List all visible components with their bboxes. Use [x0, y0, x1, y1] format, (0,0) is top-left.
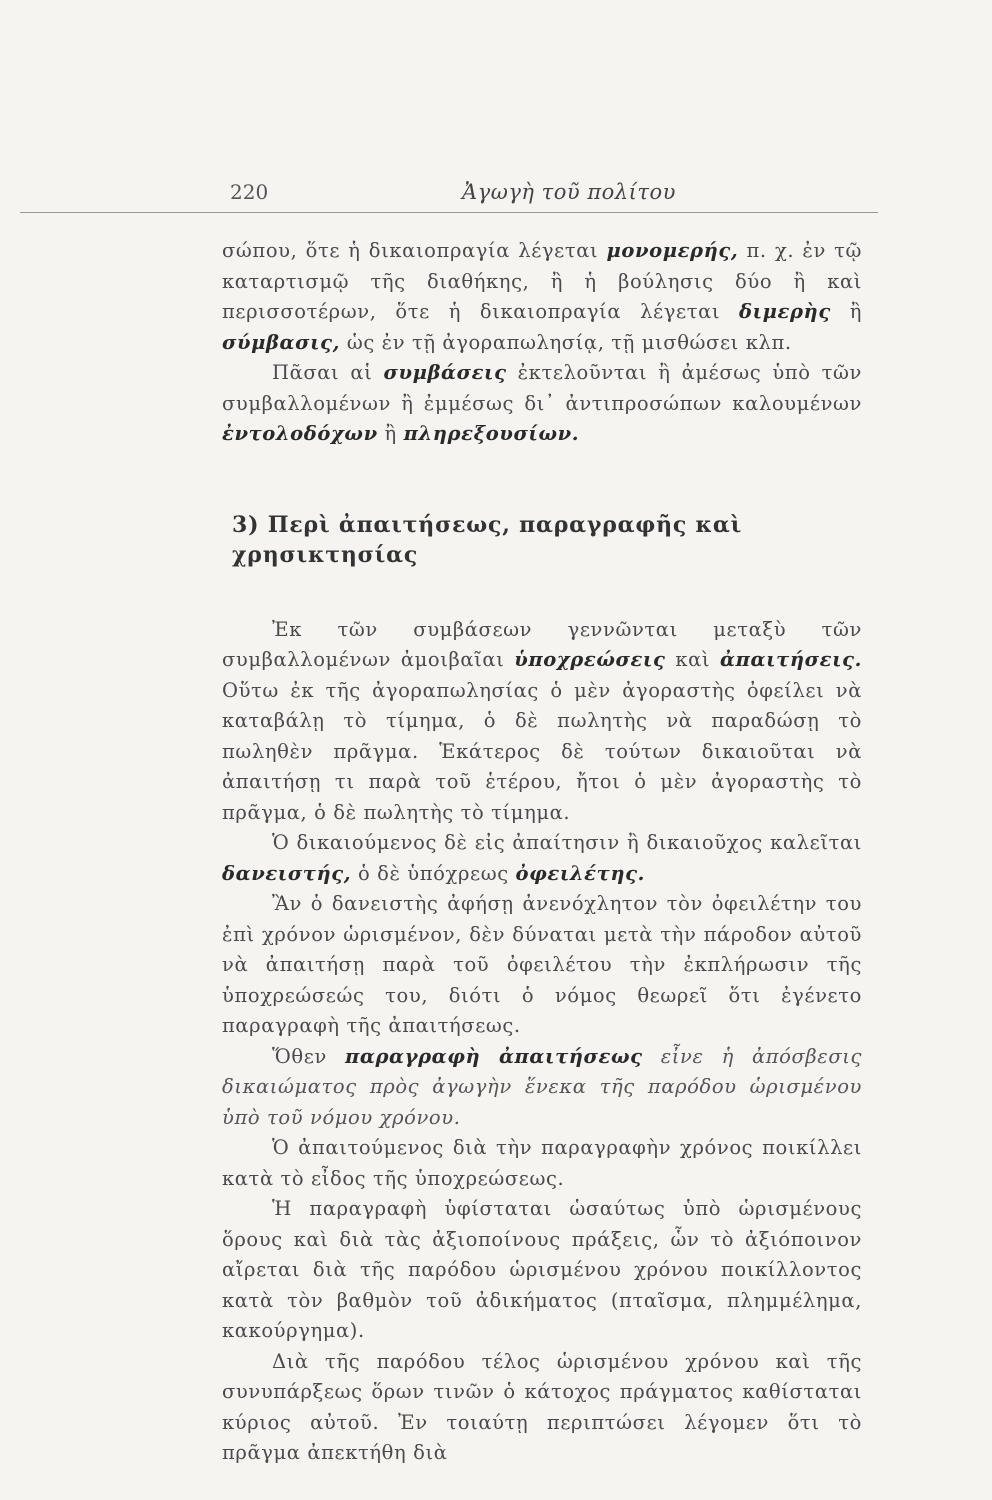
header-rule [20, 212, 878, 213]
paragraph-7: Ὁ ἀπαιτούμενος διὰ τὴν παραγραφὴν χρόνος ποικίλλει κατὰ τὸ εἶδος τῆς ὑποχρεώσεως. [222, 1136, 862, 1190]
paragraph-3: Ἐκ τῶν συμβάσεων γεννῶνται μεταξὺ τῶν συμβαλλομένων ἀμοιβαῖαι ὑποχρεώσεις καὶ ἀπαιτήσεις. Οὕτω ἐκ τῆς ἀγοραπωλησίας ὁ μὲν ἀγοραστὴς ὀφείλει νὰ καταβάλῃ τὸ τίμημα, ὁ δὲ πωλητὴς νὰ παραδώσῃ τὸ πωληθὲν πρᾶγμα. Ἑκάτερος δὲ τούτων δικαιοῦται νὰ ἀπαιτήσῃ τι παρὰ τοῦ ἑτέρου, ἤτοι ὁ μὲν ἀγοραστὴς τὸ πρᾶγμα, ὁ δὲ πωλητὴς τὸ τίμημα. [222, 617, 862, 824]
paragraph-4: Ὁ δικαιούμενος δὲ εἰς ἀπαίτησιν ἢ δικαιοῦχος καλεῖται δανειστής, ὁ δὲ ὑπόχρεως ὀφειλέτης. [222, 831, 862, 885]
section-heading: 3) Περὶ ἀπαιτήσεως, παραγραφῆς καὶ χρησικτησίας [232, 511, 743, 568]
paragraph-1: σώπου, ὅτε ἡ δικαιοπραγία λέγεται μονομερής, π. χ. ἐν τῷ καταρτισμῷ τῆς διαθήκης, ἢ ἡ βούλησις δύο ἢ καὶ περισσοτέρων, ὅτε ἡ δικαιοπραγία λέγεται διμερὴς ἢ σύμβασις, ὡς ἐν τῇ ἀγοραπωλησίᾳ, τῇ μισθώσει κλπ. [222, 239, 863, 354]
paragraph-9: Διὰ τῆς παρόδου τέλος ὡρισμένου χρόνου καὶ τῆς συνυπάρξεως ὅρων τινῶν ὁ κάτοχος πράγματος καθίσταται κύριος αὐτοῦ. Ἐν τοιαύτῃ περιπτώσει λέγομεν ὅτι τὸ πρᾶγμα ἀπεκτήθη διὰ [222, 1349, 862, 1464]
paragraph-2: Πᾶσαι αἱ συμβάσεις ἐκτελοῦνται ἢ ἀμέσως ὑπὸ τῶν συμβαλλομένων ἢ ἐμμέσως δι᾽ ἀντιπροσώπων καλουμένων ἐντολοδόχων ἢ πληρεξουσίων. [222, 361, 862, 445]
paragraph-8: Ἡ παραγραφὴ ὑφίσταται ὡσαύτως ὑπὸ ὡρισμένους ὅρους καὶ διὰ τὰς ἀξιοποίνους πράξεις, ὧν τὸ ἀξιόποινον αἴρεται διὰ τῆς παρόδου ὡρισμένου χρόνου ποικίλλοντος κατὰ τὸν βαθμὸν τοῦ ἀδικήματος (πταῖσμα, πλημμέλημα, κακούργημα). [222, 1197, 862, 1342]
page-header [200, 180, 878, 214]
running-title: Ἀγωγὴ τοῦ πολίτου [462, 180, 676, 204]
page-body [222, 236, 862, 1469]
page-number: 220 [230, 180, 269, 204]
paragraph-5: Ἂν ὁ δανειστὴς ἀφήσῃ ἀνενόχλητον τὸν ὀφειλέτην του ἐπὶ χρόνον ὡρισμένον, δὲν δύναται μετὰ τὴν πάροδον αὐτοῦ νὰ ἀπαιτήσῃ παρὰ τοῦ ὀφειλέτου τὴν ἐκπλήρωσιν τῆς ὑποχρεώσεώς του, διότι ὁ νόμος θεωρεῖ ὅτι ἐγένετο παραγραφὴ τῆς ἀπαιτήσεως. [222, 892, 862, 1037]
paragraph-6: Ὅθεν παραγραφὴ ἀπαιτήσεως εἶνε ἡ ἀπόσβεσις δικαιώματος πρὸς ἀγωγὴν ἕνεκα τῆς παρόδου ὡρισμένου ὑπὸ τοῦ νόμου χρόνου. [222, 1044, 862, 1129]
